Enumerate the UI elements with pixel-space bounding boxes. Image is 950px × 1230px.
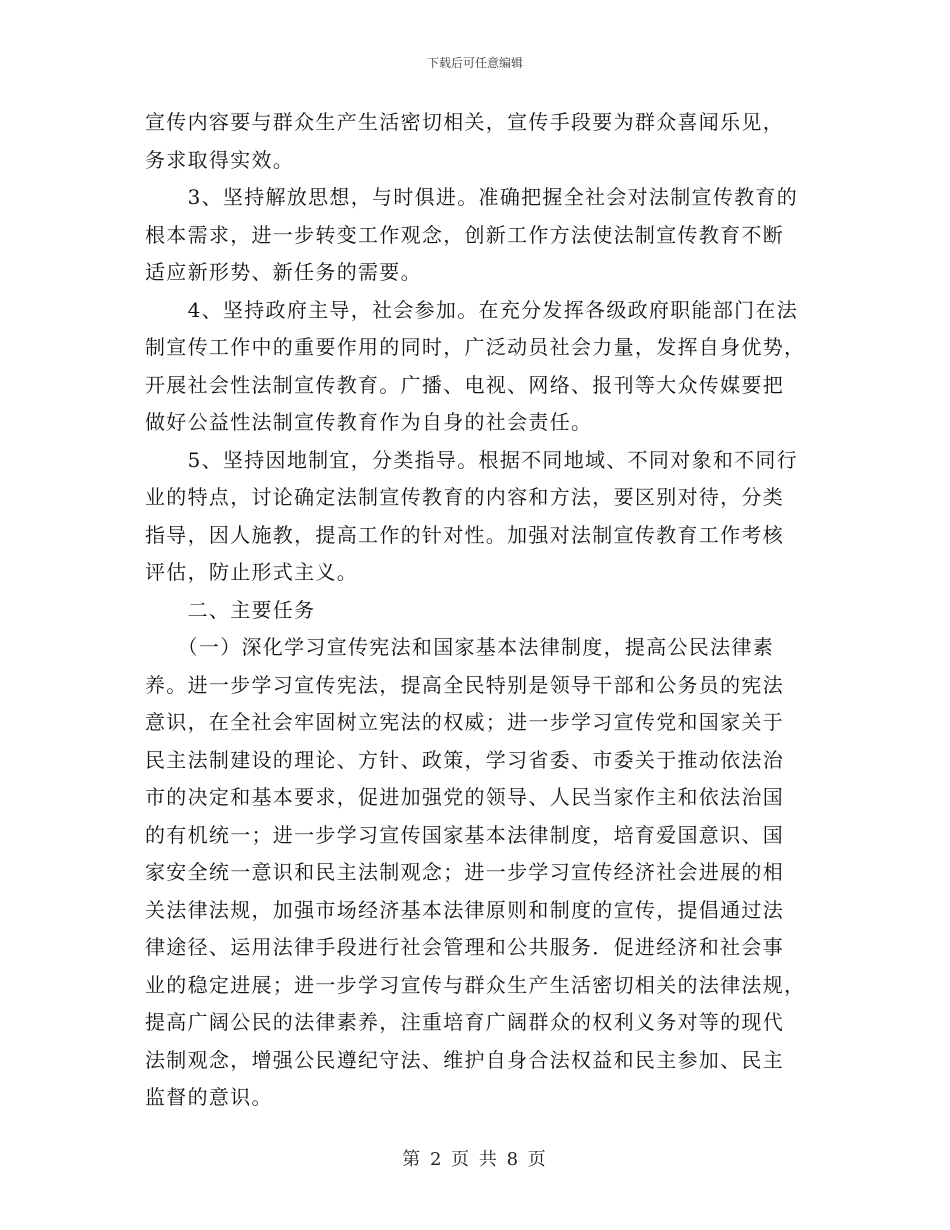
text-line: 务求取得实效。 xyxy=(145,147,295,172)
text-line: 市的决定和基本要求，促进加强党的领导、人民当家作主和依法治国 xyxy=(145,785,784,809)
text-line: 5、坚持因地制宜，分类指导。根据不同地域、不同对象和不同行 xyxy=(145,447,799,472)
text-line: 法制观念，增强公民遵纪守法、维护自身合法权益和民主参加、民主 xyxy=(145,1047,784,1072)
header-note: 下载后可任意编辑 xyxy=(426,56,523,70)
text-line: 业的稳定进展；进一步学习宣传与群众生产生活密切相关的法律法规， xyxy=(145,972,806,997)
text-line: 养。进一步学习宣传宪法，提高全民特别是领导干部和公务员的宪法 xyxy=(145,672,784,697)
text-line: 根本需求，进一步转变工作观念，创新工作方法使法制宣传教育不断 xyxy=(145,222,784,247)
text-line: 监督的意识。 xyxy=(145,1085,273,1109)
page-footer: 第 2 页 共 8 页 xyxy=(402,1149,548,1170)
text-line: 评估，防止形式主义。 xyxy=(145,560,358,584)
text-line: 关法律法规，加强市场经济基本法律原则和制度的宣传，提倡通过法 xyxy=(145,897,784,922)
text-line: 的有机统一；进一步学习宣传国家基本法律制度，培育爱国意识、国 xyxy=(145,822,784,847)
text-line: 家安全统一意识和民主法制观念；进一步学习宣传经济社会进展的相 xyxy=(145,860,784,884)
text-line: 3、坚持解放思想，与时俱进。准确把握全社会对法制宣传教育的 xyxy=(145,185,799,209)
text-line: 适应新形势、新任务的需要。 xyxy=(145,260,422,284)
text-line: 制宣传工作中的重要作用的同时，广泛动员社会力量，发挥自身优势， xyxy=(145,335,806,359)
text-line: 4、坚持政府主导，社会参加。在充分发挥各级政府职能部门在法 xyxy=(145,297,799,322)
text-line: 提高广阔公民的法律素养，注重培育广阔群众的权利义务对等的现代 xyxy=(145,1010,784,1034)
document-body xyxy=(145,104,810,1117)
text-line: （一）深化学习宣传宪法和国家基本法律制度，提高公民法律素 xyxy=(145,635,774,659)
text-line: 做好公益性法制宣传教育作为自身的社会责任。 xyxy=(145,410,593,434)
text-line: 律途径、运用法律手段进行社会管理和公共服务．促进经济和社会事 xyxy=(145,935,784,959)
text-line: 宣传内容要与群众生产生活密切相关，宣传手段要为群众喜闻乐见， xyxy=(145,110,784,134)
section-heading: 二、主要任务 xyxy=(145,597,316,622)
text-line: 开展社会性法制宣传教育。广播、电视、网络、报刊等大众传媒要把 xyxy=(145,372,784,397)
text-line: 指导，因人施教，提高工作的针对性。加强对法制宣传教育工作考核 xyxy=(145,522,784,547)
text-line: 意识，在全社会牢固树立宪法的权威；进一步学习宣传党和国家关于 xyxy=(145,710,784,734)
text-line: 业的特点，讨论确定法制宣传教育的内容和方法，要区别对待，分类 xyxy=(145,485,784,509)
text-line: 民主法制建设的理论、方针、政策，学习省委、市委关于推动依法治 xyxy=(145,747,784,772)
